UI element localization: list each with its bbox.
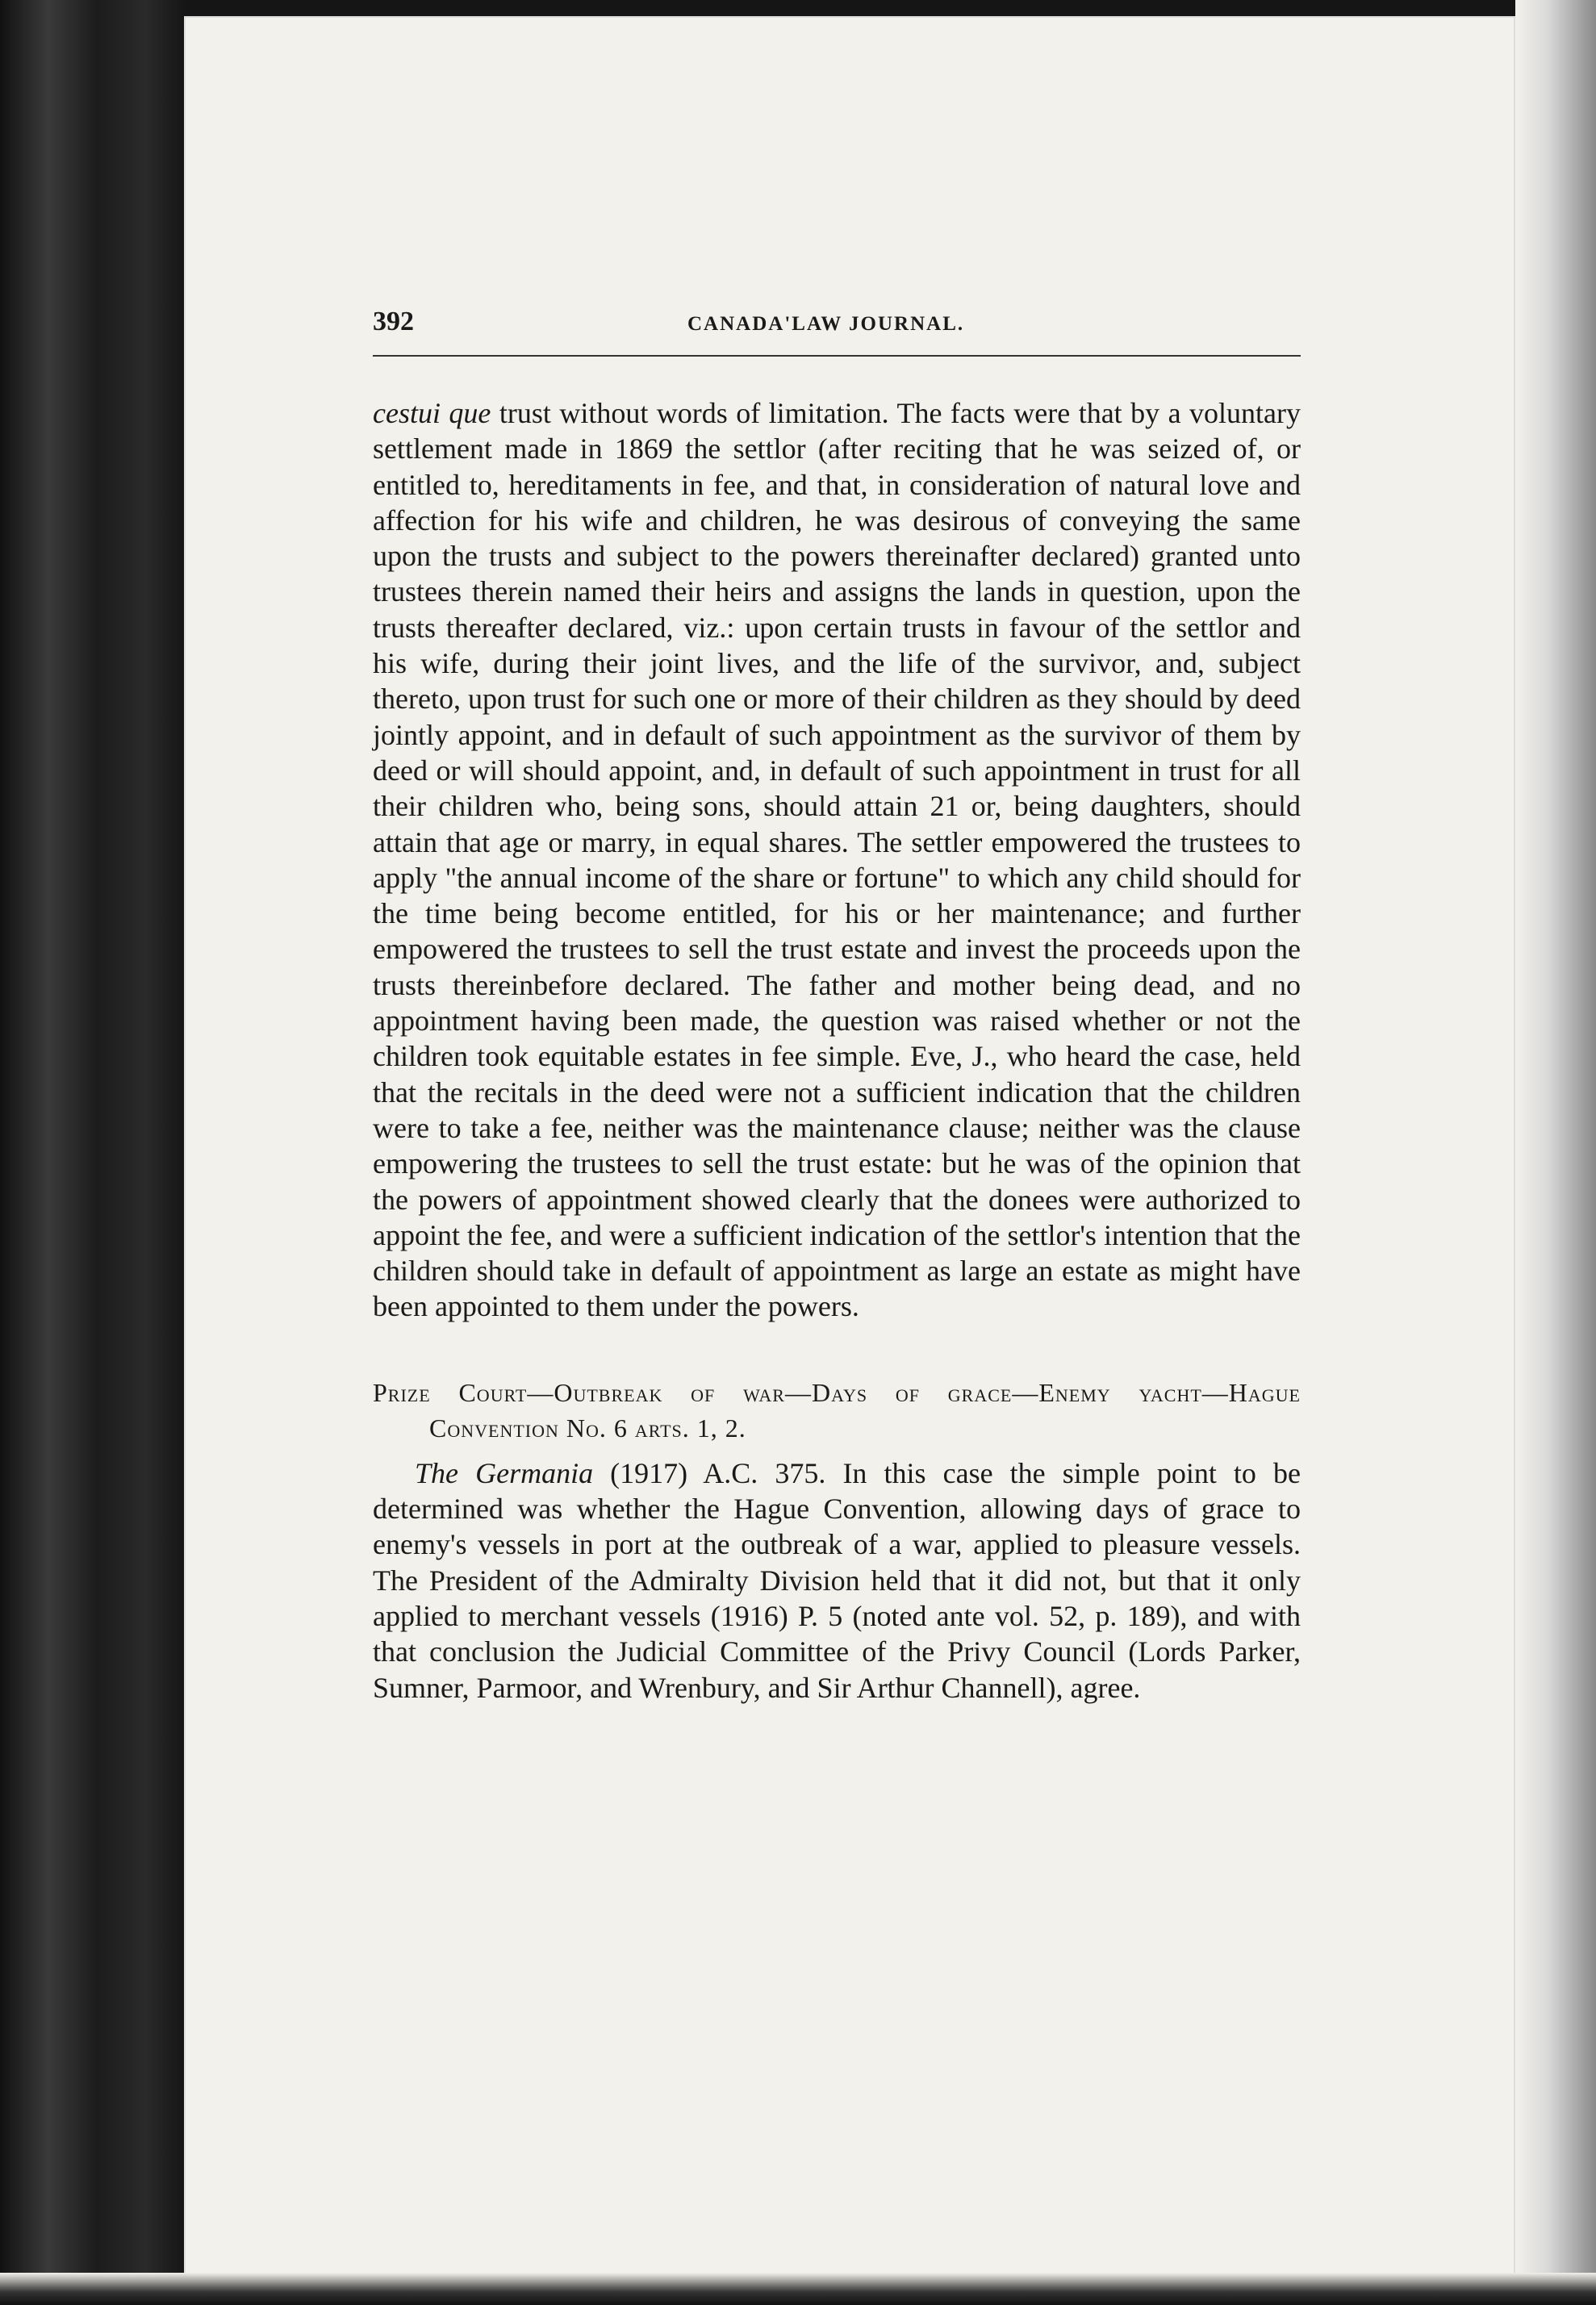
paragraph-continuation [373, 395, 1301, 1325]
page-header [373, 307, 1301, 355]
case-name: The Germania [415, 1456, 594, 1489]
paragraph-germania [373, 1455, 1301, 1706]
running-head: CANADA'LAW JOURNAL. [687, 313, 965, 335]
case-heading: Prize Court—Outbreak of war—Days of grace—Enemy yacht—Hague Convention No. 6 arts. 1, 2. [373, 1377, 1301, 1443]
article-body [373, 395, 1301, 1706]
header-rule [373, 355, 1301, 357]
paragraph-text: trust without words of limitation. The facts were that by a voluntary settlement made in 1869 the settlor (after reciting that he was seized of, or entitled to, hereditaments in fee, and that, in consideration of natural love and affection for his wife and children, he was desirous of conveying the same upon the trusts and subject to the powers thereinafter declared) granted unto trustees therein named their heirs and assigns the lands in question, upon the trusts thereafter declared, viz.: upon certain trusts in favour of the settlor and his wife, during their joint lives, and the life of the survivor, and, subject thereto, upon trust for such one or more of their children as they should by deed jointly appoint, and in default of such appointment as the survivor of them by deed or will should appoint, and, in default of such appointment in trust for all their children who, being sons, should attain 21 or, being daughters, should attain that age or marry, in equal shares. The settler empowered the trustees to apply "the annual income of the share or fortune" to which any child should for the time being become entitled, for his or her maintenance; and further empowered the trustees to sell the trust estate and invest the proceeds upon the trusts thereinbefore declared. The father and mother being dead, and no appointment having been made, the question was raised whether or not the children took equitable estates in fee simple. Eve, J., who heard the case, held that the recitals in the deed were not a sufficient indication that the children were to take a fee, neither was the maintenance clause; neither was the clause empowering the trustees to sell the trust estate: but he was of the opinion that the powers of appointment showed clearly that the donees were authorized to appoint the fee, and were a sufficient indication of the settlor's intention that the children should take in default of appointment as large an estate as might have been appointed to them under the powers. [373, 397, 1301, 1323]
paragraph-text: (1917) A.C. 375. In this case the simple point to be determined was whether the Hague Convention, allowing days of grace to enemy's vessels in port at the outbreak of a war, applied to pleasure vessels. The President of the Admiralty Division held that it did not, but that it only applied to merchant vessels (1916) P. 5 (noted ante vol. 52, p. 189), and with that conclusion the Judicial Committee of the Privy Council (Lords Parker, Sumner, Parmoor, and Wrenbury, and Sir Arthur Channell), agree. [373, 1456, 1301, 1704]
italic-lead: cestui que [373, 397, 491, 429]
page-edge-right [1515, 0, 1596, 2305]
page-number: 392 [373, 307, 414, 336]
page-edge-bottom [0, 2273, 1596, 2305]
